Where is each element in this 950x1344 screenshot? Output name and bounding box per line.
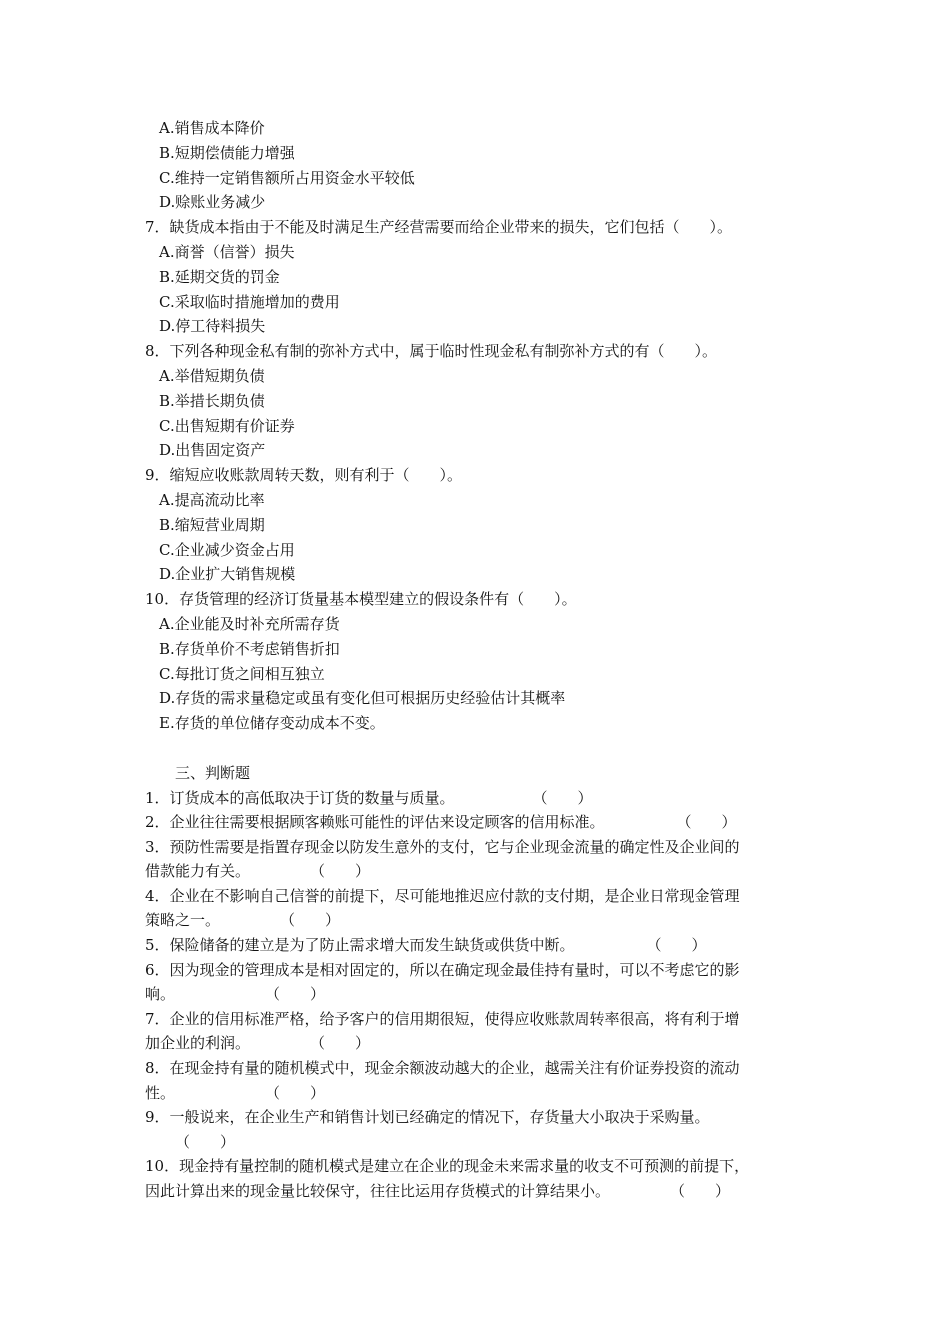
question-6-options	[145, 116, 810, 215]
option: C.采取临时措施增加的费用	[159, 292, 340, 311]
answer-blank: （ ）	[175, 1132, 236, 1151]
item-text: 6．因为现金的管理成本是相对固定的，所以在确定现金最佳持有量时，可以不考虑它的影	[145, 960, 740, 979]
answer-blank: （ ）	[310, 1034, 371, 1053]
item-text: 加企业的利润。	[145, 1034, 251, 1053]
option: A.提高流动比率	[159, 490, 265, 509]
answer-blank: （ ）	[280, 911, 341, 930]
item-text: 4．企业在不影响自己信誉的前提下，尽可能地推迟应付款的支付期，是企业日常现金管理	[145, 886, 740, 905]
question-8	[145, 339, 810, 463]
item-text: 2．企业往往需要根据顾客赖账可能性的评估来设定顾客的信用标准。	[145, 813, 605, 832]
question-9	[145, 463, 810, 587]
judgment-item-9	[145, 1105, 810, 1154]
option: A.企业能及时补充所需存货	[159, 614, 340, 633]
option: C.维持一定销售额所占用资金水平较低	[159, 168, 415, 187]
section-heading: 三、判断题	[175, 763, 251, 782]
judgment-item-7	[145, 1007, 810, 1056]
answer-blank: （ ）	[532, 788, 593, 807]
section-true-false	[145, 761, 810, 1204]
spacer	[145, 736, 810, 761]
option: C.出售短期有价证券	[159, 416, 295, 435]
answer-blank: （ ）	[310, 862, 371, 881]
judgment-item-4	[145, 884, 810, 933]
option: D.赊账业务减少	[159, 193, 266, 212]
item-text: 性。	[145, 1083, 176, 1102]
option: B.缩短营业周期	[159, 515, 265, 534]
judgment-item-6	[145, 958, 810, 1007]
option: B.短期偿债能力增强	[159, 143, 295, 162]
item-text: 8．在现金持有量的随机模式中，现金余额波动越大的企业，越需关注有价证券投资的流动	[145, 1059, 740, 1078]
item-text: 10．现金持有量控制的随机模式是建立在企业的现金未来需求量的收支不可预测的前提下，	[145, 1157, 750, 1176]
option: B.存货单价不考虑销售折扣	[159, 639, 340, 658]
question-stem: 9．缩短应收账款周转天数，则有利于（ ）。	[145, 466, 463, 485]
option: C.每批订货之间相互独立	[159, 664, 325, 683]
option: A.举借短期负债	[159, 366, 265, 385]
item-text: 9．一般说来，在企业生产和销售计划已经确定的情况下，存货量大小取决于采购量。	[145, 1108, 710, 1127]
judgment-item-10	[145, 1154, 810, 1203]
question-stem: 8．下列各种现金私有制的弥补方式中，属于临时性现金私有制弥补方式的有（ ）。	[145, 342, 718, 361]
document-content	[145, 116, 810, 1204]
option: A.商誉（信誉）损失	[159, 242, 295, 261]
option: A.销售成本降价	[159, 119, 265, 137]
judgment-item-5	[145, 933, 810, 958]
judgment-item-1	[145, 786, 810, 811]
question-10	[145, 587, 810, 736]
item-text: 策略之一。	[145, 911, 221, 930]
answer-blank: （ ）	[676, 813, 737, 832]
item-text: 响。	[145, 985, 176, 1004]
judgment-item-2	[145, 810, 810, 835]
judgment-item-8	[145, 1056, 810, 1105]
option: D.出售固定资产	[159, 441, 266, 460]
item-text: 1．订货成本的高低取决于订货的数量与质量。	[145, 788, 455, 807]
answer-blank: （ ）	[265, 1083, 326, 1102]
question-7	[145, 215, 810, 339]
answer-blank: （ ）	[265, 985, 326, 1004]
item-text: 3．预防性需要是指置存现金以防发生意外的支付，它与企业现金流量的确定性及企业间的	[145, 837, 740, 856]
question-stem: 7．缺货成本指由于不能及时满足生产经营需要而给企业带来的损失，它们包括（ ）。	[145, 218, 733, 237]
answer-blank: （ ）	[670, 1182, 731, 1201]
item-text: 因此计算出来的现金量比较保守，往往比运用存货模式的计算结果小。	[145, 1182, 611, 1201]
item-text: 5．保险储备的建立是为了防止需求增大而发生缺货或供货中断。	[145, 936, 575, 955]
item-text: 7．企业的信用标准严格，给予客户的信用期很短，使得应收账款周转率很高，将有利于增	[145, 1009, 740, 1028]
question-stem: 10．存货管理的经济订货量基本模型建立的假设条件有（ ）。	[145, 590, 577, 609]
option: C.企业减少资金占用	[159, 540, 295, 559]
option: E.存货的单位储存变动成本不变。	[159, 714, 385, 733]
option: D.存货的需求量稳定或虽有变化但可根据历史经验估计其概率	[159, 689, 566, 708]
judgment-item-3	[145, 835, 810, 884]
option: D.企业扩大销售规模	[159, 565, 296, 584]
option: D.停工待料损失	[159, 317, 266, 336]
option: B.举措长期负债	[159, 391, 265, 410]
answer-blank: （ ）	[646, 936, 707, 955]
option: B.延期交货的罚金	[159, 267, 280, 286]
item-text: 借款能力有关。	[145, 862, 251, 881]
